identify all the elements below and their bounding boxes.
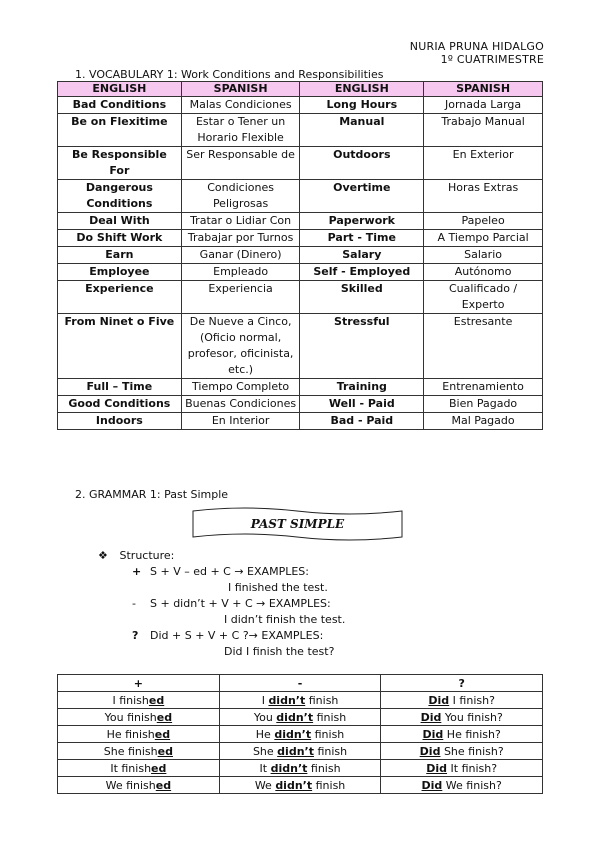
spanish-term: Entrenamiento (424, 379, 543, 396)
conjugation-row (58, 777, 543, 794)
vocabulary-row (58, 314, 543, 379)
spanish-term: Mal Pagado (424, 413, 543, 430)
vocabulary-row (58, 114, 543, 147)
spanish-term: Estar o Tener un Horario Flexible (181, 114, 300, 147)
conjugation-row (58, 726, 543, 743)
english-term: Earn (58, 247, 182, 264)
structure-block (98, 548, 346, 660)
spanish-term: Malas Condiciones (181, 97, 300, 114)
english-term: Skilled (300, 281, 424, 314)
english-term: Salary (300, 247, 424, 264)
negative-form: She didn’t finish (219, 743, 381, 760)
spanish-term: Autónomo (424, 264, 543, 281)
english-term: Be Responsible For (58, 147, 182, 180)
affirmative-form: He finished (58, 726, 220, 743)
structure-negative: - S + didn’t + V + C → EXAMPLES: (132, 597, 331, 610)
spanish-term: A Tiempo Parcial (424, 230, 543, 247)
column-header: + (58, 675, 220, 692)
spanish-term: Ganar (Dinero) (181, 247, 300, 264)
english-term: Do Shift Work (58, 230, 182, 247)
negative-form: He didn’t finish (219, 726, 381, 743)
column-header: ENGLISH (58, 82, 182, 97)
banner-title: PAST SIMPLE (250, 517, 345, 531)
spanish-term: Experiencia (181, 281, 300, 314)
example-question: Did I finish the test? (224, 645, 335, 658)
spanish-term: Estresante (424, 314, 543, 379)
diamond-bullet-icon: ❖ (98, 549, 108, 562)
spanish-term: Empleado (181, 264, 300, 281)
question-form: Did I finish? (381, 692, 543, 709)
vocabulary-row (58, 180, 543, 213)
grammar-header-row (58, 675, 543, 692)
english-term: Outdoors (300, 147, 424, 180)
spanish-term: Jornada Larga (424, 97, 543, 114)
question-form: Did We finish? (381, 777, 543, 794)
affirmative-form: I finished (58, 692, 220, 709)
english-term: Experience (58, 281, 182, 314)
vocabulary-row (58, 379, 543, 396)
spanish-term: Buenas Condiciones (181, 396, 300, 413)
vocabulary-row (58, 230, 543, 247)
spanish-term: Papeleo (424, 213, 543, 230)
vocabulary-row (58, 264, 543, 281)
affirmative-form: It finished (58, 760, 220, 777)
column-header: ENGLISH (300, 82, 424, 97)
spanish-term: Condiciones Peligrosas (181, 180, 300, 213)
english-term: Dangerous Conditions (58, 180, 182, 213)
vocabulary-row (58, 396, 543, 413)
english-term: From Ninet o Five (58, 314, 182, 379)
affirmative-form: You finished (58, 709, 220, 726)
spanish-term: En Interior (181, 413, 300, 430)
author-name: NURIA PRUNA HIDALGO (409, 40, 544, 53)
spanish-term: Trabajo Manual (424, 114, 543, 147)
spanish-term: Tiempo Completo (181, 379, 300, 396)
english-term: Full – Time (58, 379, 182, 396)
column-header: - (219, 675, 381, 692)
question-form: Did He finish? (381, 726, 543, 743)
column-header: SPANISH (424, 82, 543, 97)
conjugation-row (58, 743, 543, 760)
vocabulary-row (58, 147, 543, 180)
vocabulary-row (58, 247, 543, 264)
english-term: Overtime (300, 180, 424, 213)
english-term: Stressful (300, 314, 424, 379)
grammar-section-title: 2. GRAMMAR 1: Past Simple (75, 488, 229, 501)
english-term: Paperwork (300, 213, 424, 230)
column-header: ? (381, 675, 543, 692)
spanish-term: Ser Responsable de (181, 147, 300, 180)
negative-form: It didn’t finish (219, 760, 381, 777)
english-term: Manual (300, 114, 424, 147)
english-term: Employee (58, 264, 182, 281)
past-simple-table (57, 674, 543, 794)
english-term: Bad Conditions (58, 97, 182, 114)
conjugation-row (58, 692, 543, 709)
english-term: Training (300, 379, 424, 396)
vocabulary-row (58, 281, 543, 314)
spanish-term: Salario (424, 247, 543, 264)
vocabulary-row (58, 97, 543, 114)
vocabulary-header-row (58, 82, 543, 97)
conjugation-row (58, 760, 543, 777)
vocabulary-table (57, 81, 543, 430)
negative-form: You didn’t finish (219, 709, 381, 726)
question-form: Did You finish? (381, 709, 543, 726)
negative-form: I didn’t finish (219, 692, 381, 709)
structure-positive: + S + V – ed + C → EXAMPLES: (132, 565, 309, 578)
example-positive: I finished the test. (228, 581, 328, 594)
term-label: 1º CUATRIMESTRE (440, 53, 544, 66)
english-term: Good Conditions (58, 396, 182, 413)
english-term: Bad - Paid (300, 413, 424, 430)
spanish-term: De Nueve a Cinco, (Oficio normal, profesor, oficinista, etc.) (181, 314, 300, 379)
spanish-term: En Exterior (424, 147, 543, 180)
question-form: Did It finish? (381, 760, 543, 777)
conjugation-row (58, 709, 543, 726)
vocabulary-row (58, 213, 543, 230)
english-term: Deal With (58, 213, 182, 230)
english-term: Well - Paid (300, 396, 424, 413)
document-header (410, 40, 544, 66)
spanish-term: Cualificado / Experto (424, 281, 543, 314)
example-negative: I didn’t finish the test. (224, 613, 346, 626)
column-header: SPANISH (181, 82, 300, 97)
english-term: Be on Flexitime (58, 114, 182, 147)
structure-label: ❖ Structure: (98, 549, 175, 562)
spanish-term: Bien Pagado (424, 396, 543, 413)
spanish-term: Horas Extras (424, 180, 543, 213)
affirmative-form: We finished (58, 777, 220, 794)
english-term: Long Hours (300, 97, 424, 114)
spanish-term: Trabajar por Turnos (181, 230, 300, 247)
english-term: Self - Employed (300, 264, 424, 281)
negative-form: We didn’t finish (219, 777, 381, 794)
structure-question: ? Did + S + V + C ?→ EXAMPLES: (132, 629, 324, 642)
question-form: Did She finish? (381, 743, 543, 760)
affirmative-form: She finished (58, 743, 220, 760)
spanish-term: Tratar o Lidiar Con (181, 213, 300, 230)
vocabulary-row (58, 413, 543, 430)
vocabulary-section-title: 1. VOCABULARY 1: Work Conditions and Responsibilities (75, 68, 384, 81)
english-term: Indoors (58, 413, 182, 430)
english-term: Part - Time (300, 230, 424, 247)
